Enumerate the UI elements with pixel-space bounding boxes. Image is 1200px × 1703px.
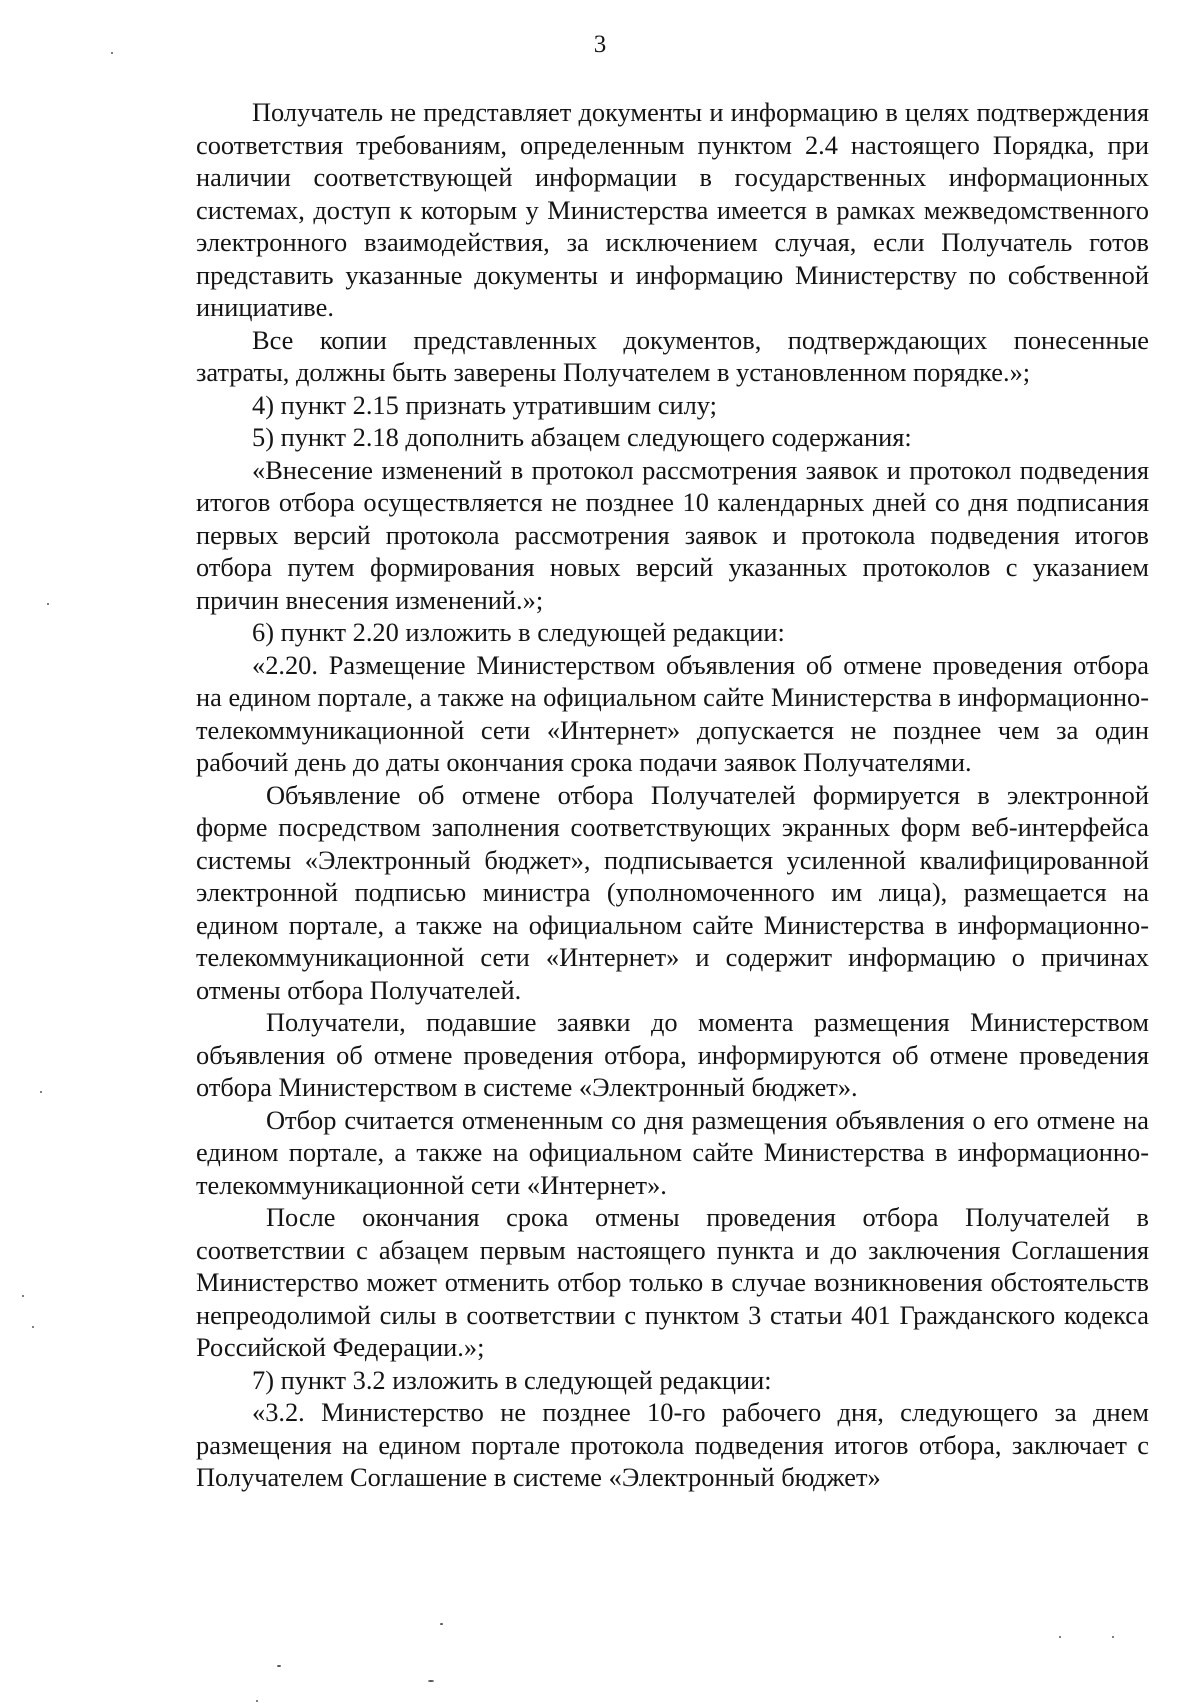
scan-speck (256, 1700, 258, 1702)
paragraph-force-majeure: После окончания срока отмены проведения отбора Получателей в соответствии с абзацем первым настоящего пункта и до заключения Соглашения Министерство может отменить отбор только в случае возникновения обстоятельств непреодолимой силы в соответствии с пунктом 3 статьи 401 Гражданского кодекса Российской Федерации.»; (196, 1202, 1149, 1362)
scan-speck (22, 1295, 24, 1297)
scan-speck (111, 52, 113, 54)
scan-speck (1112, 1636, 1114, 1638)
document-body (196, 96, 1149, 1494)
scan-speck (47, 603, 49, 605)
paragraph-item-5: 5) пункт 2.18 дополнить абзацем следующего содержания: (252, 422, 912, 452)
paragraph-applicants-informed: Получатели, подавшие заявки до момента размещения Министерством объявления об отмене проведения отбора, информируются об отмене проведения отбора Министерством в системе «Электронный бюджет». (196, 1007, 1149, 1102)
scan-speck (440, 1623, 443, 1625)
scan-speck (32, 1326, 34, 1328)
paragraph-2-20: «2.20. Размещение Министерством объявления об отмене проведения отбора на едином портале, а также на официальном сайте Министерства в информационно-телекоммуникационной сети «Интернет» допускается не позднее чем за один рабочий день до даты окончания срока подачи заявок Получателями. (196, 649, 1149, 777)
scan-speck (428, 1680, 434, 1682)
paragraph-cancellation-notice: Объявление об отмене отбора Получателей формируется в электронной форме посредством заполнения соответствующих экранных форм веб-интерфейса системы «Электронный бюджет», подписывается усиленной квалифицированной электронной подписью министра (уполномоченного им лица), размещается на едином портале, а также на официальном сайте Министерства в информационно-телекоммуникационной сети «Интернет» и содержит информацию о причинах отмены отбора Получателей. (196, 779, 1149, 1005)
scan-speck (1059, 1636, 1061, 1638)
scan-speck (277, 1665, 281, 1667)
paragraph-item-4: 4) пункт 2.15 признать утратившим силу; (252, 389, 717, 420)
page-number: 3 (593, 31, 607, 58)
paragraph-item-7: 7) пункт 3.2 изложить в следующей редакции: (252, 1364, 772, 1395)
paragraph-protocol-changes: «Внесение изменений в протокол рассмотрения заявок и протокол подведения итогов отбора осуществляется не позднее 10 календарных дней со дня подписания первых версий протокола рассмотрения заявок и протокола подведения итогов отбора путем формирования новых версий указанных протоколов с указанием причин внесения изменений.»; (196, 454, 1149, 615)
paragraph-recipient-documents: Получатель не представляет документы и информацию в целях подтверждения соответствия требованиям, определенным пунктом 2.4 настоящего Порядка, при наличии соответствующей информации в государственных информационных системах, доступ к которым у Министерства имеется в рамках межведомственного электронного взаимодействия, за исключением случая, если Получатель готов представить указанные документы и информацию Министерству по собственной инициативе. (196, 97, 1149, 322)
paragraph-selection-cancelled: Отбор считается отмененным со дня размещения объявления о его отмене на едином портале, а также на официальном сайте Министерства в информационно-телекоммуникационной сети «Интернет». (196, 1104, 1149, 1200)
paragraph-item-6: 6) пункт 2.20 изложить в следующей редакции: (252, 617, 785, 647)
paragraph-3-2: «3.2. Министерство не позднее 10-го рабочего дня, следующего за днем размещения на едином портале протокола подведения итогов отбора, заключает с Получателем Соглашение в системе «Электронный бюджет» (196, 1397, 1149, 1492)
scan-speck (40, 1091, 42, 1093)
paragraph-copies-certified: Все копии представленных документов, подтверждающих понесенные затраты, должны быть заверены Получателем в установленном порядке.»; (196, 324, 1149, 387)
